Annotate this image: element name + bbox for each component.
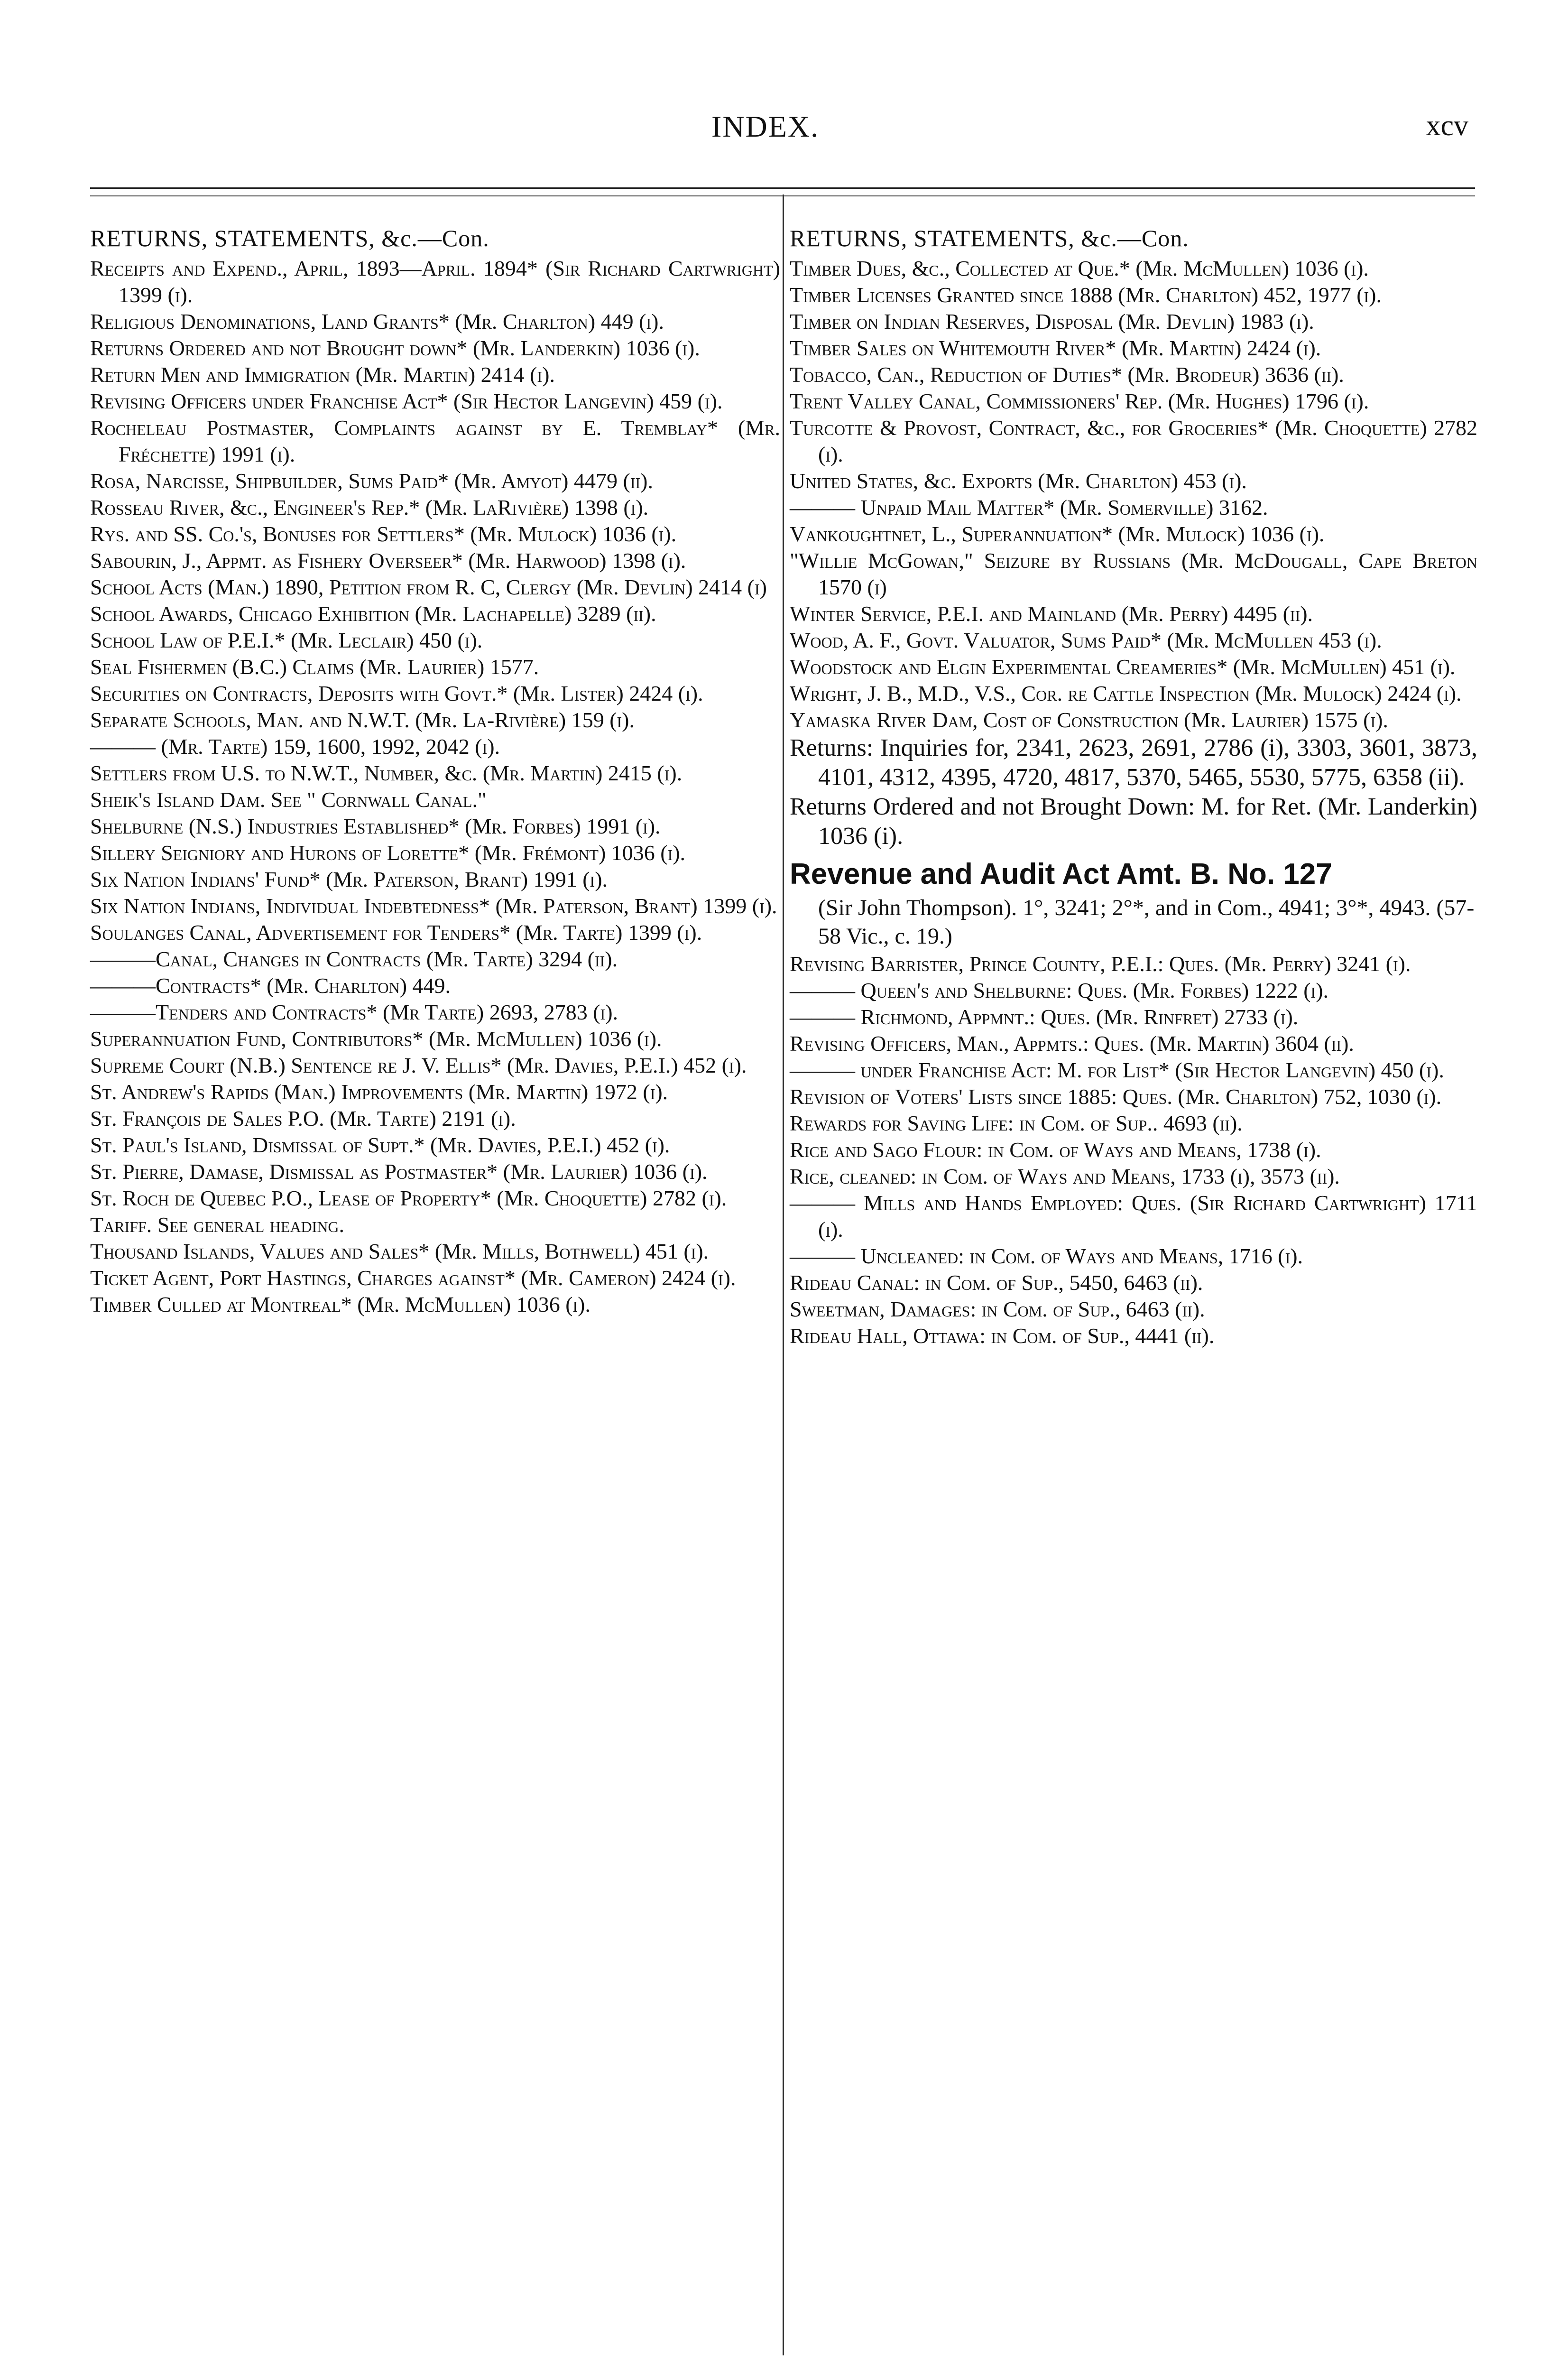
revising-entry-list	[790, 951, 1477, 1349]
index-entry: Returns: Inquiries for, 2341, 2623, 2691, 2786 (i), 3303, 3601, 3873, 4101, 4312, 4395, 4720, 4817, 5370, 5465, 5530, 5775, 6358 (ii).	[790, 734, 1477, 791]
index-entry: Sweetman, Damages: in Com. of Sup., 6463 (ii).	[790, 1297, 1205, 1321]
index-entry: School Awards, Chicago Exhibition (Mr. Lachapelle) 3289 (ii).	[90, 602, 656, 626]
index-entry: St. Andrew's Rapids (Man.) Improvements (Mr. Martin) 1972 (i).	[90, 1080, 668, 1104]
index-entry: Rice, cleaned: in Com. of Ways and Means, 1733 (i), 3573 (ii).	[790, 1164, 1340, 1188]
index-entry: Vankoughtnet, L., Superannuation* (Mr. Mulock) 1036 (i).	[790, 522, 1325, 546]
index-entry: Seal Fishermen (B.C.) Claims (Mr. Laurier) 1577.	[90, 655, 539, 679]
index-entry: Supreme Court (N.B.) Sentence re J. V. Ellis* (Mr. Davies, P.E.I.) 452 (i).	[90, 1053, 747, 1077]
index-entry: Revising Officers, Man., Appmts.: Ques. (Mr. Martin) 3604 (ii).	[790, 1031, 1354, 1056]
index-entry: Rideau Hall, Ottawa: in Com. of Sup., 4441 (ii).	[790, 1324, 1215, 1348]
index-entry: Rice and Sago Flour: in Com. of Ways and Means, 1738 (i).	[790, 1138, 1321, 1162]
index-entry: Rys. and SS. Co.'s, Bonuses for Settlers* (Mr. Mulock) 1036 (i).	[90, 522, 677, 546]
index-entry: Sheik's Island Dam. See " Cornwall Canal."	[90, 788, 487, 812]
index-entry: Rocheleau Postmaster, Complaints against by E. Tremblay* (Mr. Fréchette) 1991 (i).	[90, 416, 780, 466]
index-entry: St. François de Sales P.O. (Mr. Tarte) 2191 (i).	[90, 1106, 516, 1130]
index-entry: Returns Ordered and not Brought down* (Mr. Landerkin) 1036 (i).	[90, 336, 700, 360]
index-entry: Rideau Canal: in Com. of Sup., 5450, 6463 (ii).	[790, 1270, 1203, 1295]
index-entry: Rosa, Narcisse, Shipbuilder, Sums Paid* (Mr. Amyot) 4479 (ii).	[90, 469, 653, 493]
index-entry: ——— Mills and Hands Employed: Ques. (Sir Richard Cartwright) 1711 (i).	[790, 1191, 1477, 1242]
index-entry: Sillery Seigniory and Hurons of Lorette* (Mr. Frémont) 1036 (i).	[90, 841, 686, 865]
page-title: INDEX.	[711, 110, 820, 143]
page-number: xcv	[1426, 110, 1468, 142]
index-entry: Woodstock and Elgin Experimental Creameries* (Mr. McMullen) 451 (i).	[790, 655, 1456, 679]
index-entry: Separate Schools, Man. and N.W.T. (Mr. La-Rivière) 159 (i).	[90, 708, 635, 732]
index-entry: Thousand Islands, Values and Sales* (Mr. Mills, Bothwell) 451 (i).	[90, 1239, 709, 1263]
index-entry: Securities on Contracts, Deposits with Govt.* (Mr. Lister) 2424 (i).	[90, 681, 703, 705]
index-entry: School Acts (Man.) 1890, Petition from R. C, Clergy (Mr. Devlin) 2414 (i)	[90, 575, 767, 599]
index-entry: ——— under Franchise Act: M. for List* (Sir Hector Langevin) 450 (i).	[790, 1058, 1444, 1082]
left-entry-list	[90, 255, 780, 1318]
bill-heading: Revenue and Audit Act Amt. B. No. 127	[790, 858, 1332, 890]
index-entry: ———Contracts* (Mr. Charlton) 449.	[90, 973, 451, 998]
index-entry: Timber Sales on Whitemouth River* (Mr. Martin) 2424 (i).	[790, 336, 1321, 360]
column-heading: RETURNS, STATEMENTS, &c.—Con.	[790, 225, 1189, 251]
index-entry: St. Paul's Island, Dismissal of Supt.* (Mr. Davies, P.E.I.) 452 (i).	[90, 1133, 670, 1157]
index-entry: School Law of P.E.I.* (Mr. Leclair) 450 (i).	[90, 628, 483, 652]
index-entry: Shelburne (N.S.) Industries Established* (Mr. Forbes) 1991 (i).	[90, 814, 661, 838]
returns-entry-list	[790, 733, 1477, 851]
index-entry: Soulanges Canal, Advertisement for Tenders* (Mr. Tarte) 1399 (i).	[90, 920, 702, 945]
index-entry: Timber on Indian Reserves, Disposal (Mr. Devlin) 1983 (i).	[790, 309, 1314, 334]
index-entry: Revision of Voters' Lists since 1885: Ques. (Mr. Charlton) 752, 1030 (i).	[790, 1084, 1442, 1109]
index-entry: Sabourin, J., Appmt. as Fishery Overseer* (Mr. Harwood) 1398 (i).	[90, 548, 686, 573]
index-entry: Tobacco, Can., Reduction of Duties* (Mr. Brodeur) 3636 (ii).	[790, 362, 1344, 387]
column-heading: RETURNS, STATEMENTS, &c.—Con.	[90, 225, 489, 251]
index-entry: ——— (Mr. Tarte) 159, 1600, 1992, 2042 (i).	[90, 734, 500, 759]
index-entry: Returns Ordered and not Brought Down: M. for Ret. (Mr. Landerkin) 1036 (i).	[790, 793, 1477, 850]
index-entry: United States, &c. Exports (Mr. Charlton) 453 (i).	[790, 469, 1247, 493]
index-entry: Receipts and Expend., April, 1893—April. 1894* (Sir Richard Cartwright) 1399 (i).	[90, 256, 780, 307]
index-entry: Wood, A. F., Govt. Valuator, Sums Paid* (Mr. McMullen 453 (i).	[790, 628, 1382, 652]
index-entry: Ticket Agent, Port Hastings, Charges against* (Mr. Cameron) 2424 (i).	[90, 1266, 736, 1290]
index-entry: Settlers from U.S. to N.W.T., Number, &c. (Mr. Martin) 2415 (i).	[90, 761, 683, 785]
index-entry: Six Nation Indians' Fund* (Mr. Paterson, Brant) 1991 (i).	[90, 867, 608, 891]
right-column	[790, 223, 1477, 1349]
column-divider	[783, 195, 784, 2355]
index-entry: St. Roch de Quebec P.O., Lease of Property* (Mr. Choquette) 2782 (i).	[90, 1186, 727, 1210]
index-entry: ——— Unpaid Mail Matter* (Mr. Somerville) 3162.	[790, 495, 1268, 519]
index-entry: "Willie McGowan," Seizure by Russians (Mr. McDougall, Cape Breton 1570 (i)	[790, 548, 1477, 599]
index-entry: Religious Denominations, Land Grants* (Mr. Charlton) 449 (i).	[90, 309, 664, 334]
index-entry: Rewards for Saving Life: in Com. of Sup.. 4693 (ii).	[790, 1111, 1243, 1135]
index-entry: Timber Licenses Granted since 1888 (Mr. Charlton) 452, 1977 (i).	[790, 283, 1382, 307]
index-entry: Wright, J. B., M.D., V.S., Cor. re Cattle Inspection (Mr. Mulock) 2424 (i).	[790, 681, 1462, 705]
header-rule	[90, 187, 1475, 189]
index-entry: Yamaska River Dam, Cost of Construction (Mr. Laurier) 1575 (i).	[790, 708, 1388, 732]
index-entry: ———Tenders and Contracts* (Mr Tarte) 2693, 2783 (i).	[90, 1000, 618, 1024]
right-entry-list	[790, 255, 1477, 733]
index-entry: ——— Queen's and Shelburne: Ques. (Mr. Forbes) 1222 (i).	[790, 978, 1329, 1002]
page-header	[0, 109, 1568, 152]
index-entry: Timber Dues, &c., Collected at Que.* (Mr. McMullen) 1036 (i).	[790, 256, 1369, 280]
index-entry: St. Pierre, Damase, Dismissal as Postmaster* (Mr. Laurier) 1036 (i).	[90, 1159, 708, 1184]
index-entry: Tariff. See general heading.	[90, 1213, 345, 1237]
index-entry: Trent Valley Canal, Commissioners' Rep. (Mr. Hughes) 1796 (i).	[790, 389, 1369, 413]
left-column	[90, 223, 780, 1318]
index-entry: Revising Officers under Franchise Act* (Sir Hector Langevin) 459 (i).	[90, 389, 723, 413]
index-entry: Return Men and Immigration (Mr. Martin) 2414 (i).	[90, 362, 555, 387]
index-entry: Winter Service, P.E.I. and Mainland (Mr. Perry) 4495 (ii).	[790, 602, 1313, 626]
index-entry: ———Canal, Changes in Contracts (Mr. Tarte) 3294 (ii).	[90, 947, 618, 971]
index-entry: Rosseau River, &c., Engineer's Rep.* (Mr. LaRivière) 1398 (i).	[90, 495, 649, 519]
index-entry: Six Nation Indians, Individual Indebtedness* (Mr. Paterson, Brant) 1399 (i).	[90, 894, 777, 918]
index-entry: Timber Culled at Montreal* (Mr. McMullen) 1036 (i).	[90, 1292, 590, 1316]
index-entry: Superannuation Fund, Contributors* (Mr. McMullen) 1036 (i).	[90, 1027, 662, 1051]
bill-details: (Sir John Thompson). 1°, 3241; 2°*, and in Com., 4941; 3°*, 4943. (57-58 Vic., c. 19.)	[818, 895, 1475, 949]
index-entry: Revising Barrister, Prince County, P.E.I.: Ques. (Mr. Perry) 3241 (i).	[790, 952, 1411, 976]
index-entry: ——— Richmond, Appmnt.: Ques. (Mr. Rinfret) 2733 (i).	[790, 1005, 1299, 1029]
index-entry: Turcotte & Provost, Contract, &c., for Groceries* (Mr. Choquette) 2782 (i).	[790, 416, 1477, 466]
index-entry: ——— Uncleaned: in Com. of Ways and Means, 1716 (i).	[790, 1244, 1303, 1268]
